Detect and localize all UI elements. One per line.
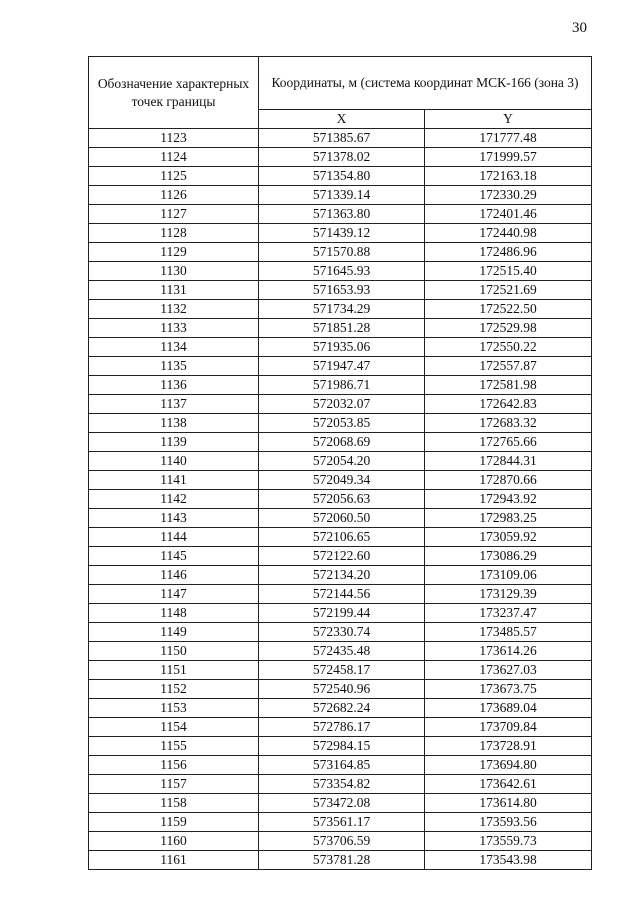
table-row [89,452,592,471]
cell-point: 1161 [89,851,259,870]
cell-y: 172521.69 [425,281,592,300]
cell-x: 571339.14 [259,186,425,205]
table-row [89,642,592,661]
table-row [89,357,592,376]
cell-y: 173614.26 [425,642,592,661]
cell-point: 1154 [89,718,259,737]
cell-y: 172486.96 [425,243,592,262]
cell-point: 1138 [89,414,259,433]
cell-x: 572060.50 [259,509,425,528]
table-row [89,661,592,680]
cell-point: 1139 [89,433,259,452]
cell-y: 171777.48 [425,129,592,148]
table-row [89,319,592,338]
cell-point: 1151 [89,661,259,680]
header-coordinates: Координаты, м (система координат МСК-166 (зона 3) [259,57,592,110]
cell-x: 572106.65 [259,528,425,547]
cell-y: 173642.61 [425,775,592,794]
cell-y: 173673.75 [425,680,592,699]
table-row [89,414,592,433]
header-y: Y [425,110,592,129]
cell-x: 573164.85 [259,756,425,775]
cell-x: 573472.08 [259,794,425,813]
cell-x: 571439.12 [259,224,425,243]
cell-x: 572199.44 [259,604,425,623]
cell-x: 571653.93 [259,281,425,300]
cell-point: 1147 [89,585,259,604]
cell-y: 171999.57 [425,148,592,167]
cell-point: 1132 [89,300,259,319]
cell-point: 1134 [89,338,259,357]
cell-x: 571947.47 [259,357,425,376]
cell-y: 173689.04 [425,699,592,718]
table-row [89,547,592,566]
table-row [89,718,592,737]
table-row [89,376,592,395]
table-row [89,813,592,832]
cell-point: 1128 [89,224,259,243]
cell-x: 572786.17 [259,718,425,737]
cell-x: 572435.48 [259,642,425,661]
cell-y: 173109.06 [425,566,592,585]
cell-point: 1159 [89,813,259,832]
table-row [89,148,592,167]
cell-point: 1123 [89,129,259,148]
cell-y: 172765.66 [425,433,592,452]
cell-y: 172330.29 [425,186,592,205]
table-row [89,832,592,851]
cell-x: 573354.82 [259,775,425,794]
cell-x: 571363.80 [259,205,425,224]
cell-x: 571986.71 [259,376,425,395]
cell-x: 572122.60 [259,547,425,566]
table-row [89,281,592,300]
cell-x: 572032.07 [259,395,425,414]
cell-x: 572068.69 [259,433,425,452]
table-row [89,262,592,281]
cell-y: 173728.91 [425,737,592,756]
cell-y: 172870.66 [425,471,592,490]
cell-point: 1149 [89,623,259,642]
cell-x: 571378.02 [259,148,425,167]
cell-x: 572330.74 [259,623,425,642]
cell-point: 1146 [89,566,259,585]
cell-point: 1148 [89,604,259,623]
cell-y: 172683.32 [425,414,592,433]
cell-y: 173627.03 [425,661,592,680]
cell-y: 172522.50 [425,300,592,319]
cell-x: 573706.59 [259,832,425,851]
cell-x: 571570.88 [259,243,425,262]
table-row [89,623,592,642]
cell-y: 172515.40 [425,262,592,281]
cell-x: 572144.56 [259,585,425,604]
cell-point: 1135 [89,357,259,376]
table-row [89,528,592,547]
cell-x: 571935.06 [259,338,425,357]
page-number: 30 [572,20,587,36]
cell-point: 1153 [89,699,259,718]
cell-y: 173485.57 [425,623,592,642]
cell-x: 571385.67 [259,129,425,148]
coordinates-table [88,56,592,870]
cell-point: 1136 [89,376,259,395]
table-row [89,699,592,718]
cell-point: 1155 [89,737,259,756]
cell-x: 572054.20 [259,452,425,471]
cell-point: 1141 [89,471,259,490]
table-row [89,186,592,205]
table-row [89,851,592,870]
cell-x: 572540.96 [259,680,425,699]
header-point-designation: Обозначение характерных точек границы [89,57,259,129]
cell-x: 572053.85 [259,414,425,433]
cell-point: 1127 [89,205,259,224]
table-row [89,737,592,756]
cell-x: 571734.29 [259,300,425,319]
table-row [89,243,592,262]
table-row [89,490,592,509]
table-row [89,566,592,585]
cell-point: 1130 [89,262,259,281]
table-row [89,129,592,148]
table-row [89,471,592,490]
table-row [89,680,592,699]
table-row [89,167,592,186]
cell-point: 1129 [89,243,259,262]
cell-y: 173709.84 [425,718,592,737]
table-row [89,433,592,452]
cell-x: 572056.63 [259,490,425,509]
table-row [89,585,592,604]
table-row [89,395,592,414]
cell-x: 573781.28 [259,851,425,870]
cell-x: 572984.15 [259,737,425,756]
cell-point: 1152 [89,680,259,699]
cell-y: 172943.92 [425,490,592,509]
cell-point: 1137 [89,395,259,414]
cell-x: 571851.28 [259,319,425,338]
cell-y: 172440.98 [425,224,592,243]
table-row [89,224,592,243]
cell-y: 172581.98 [425,376,592,395]
cell-x: 573561.17 [259,813,425,832]
cell-y: 173559.73 [425,832,592,851]
cell-x: 572682.24 [259,699,425,718]
table-row [89,338,592,357]
cell-x: 572458.17 [259,661,425,680]
cell-y: 173543.98 [425,851,592,870]
cell-point: 1124 [89,148,259,167]
cell-y: 172401.46 [425,205,592,224]
cell-y: 173129.39 [425,585,592,604]
cell-point: 1157 [89,775,259,794]
cell-point: 1160 [89,832,259,851]
cell-x: 572049.34 [259,471,425,490]
cell-point: 1142 [89,490,259,509]
cell-y: 173086.29 [425,547,592,566]
table-row [89,756,592,775]
cell-point: 1156 [89,756,259,775]
cell-y: 172550.22 [425,338,592,357]
cell-x: 571645.93 [259,262,425,281]
cell-y: 173059.92 [425,528,592,547]
table-header [89,57,592,129]
header-x: X [259,110,425,129]
table-row [89,775,592,794]
cell-point: 1126 [89,186,259,205]
table-row [89,205,592,224]
cell-y: 172642.83 [425,395,592,414]
cell-point: 1158 [89,794,259,813]
cell-point: 1145 [89,547,259,566]
cell-x: 572134.20 [259,566,425,585]
cell-y: 173237.47 [425,604,592,623]
table-row [89,794,592,813]
table-row [89,300,592,319]
cell-point: 1140 [89,452,259,471]
cell-x: 571354.80 [259,167,425,186]
cell-y: 173694.80 [425,756,592,775]
cell-y: 172557.87 [425,357,592,376]
table-body [89,129,592,870]
cell-point: 1144 [89,528,259,547]
table-row [89,509,592,528]
table-row [89,604,592,623]
cell-point: 1150 [89,642,259,661]
cell-y: 173593.56 [425,813,592,832]
cell-point: 1125 [89,167,259,186]
cell-point: 1133 [89,319,259,338]
cell-point: 1143 [89,509,259,528]
cell-y: 172983.25 [425,509,592,528]
cell-y: 172529.98 [425,319,592,338]
cell-y: 173614.80 [425,794,592,813]
cell-y: 172163.18 [425,167,592,186]
cell-y: 172844.31 [425,452,592,471]
cell-point: 1131 [89,281,259,300]
